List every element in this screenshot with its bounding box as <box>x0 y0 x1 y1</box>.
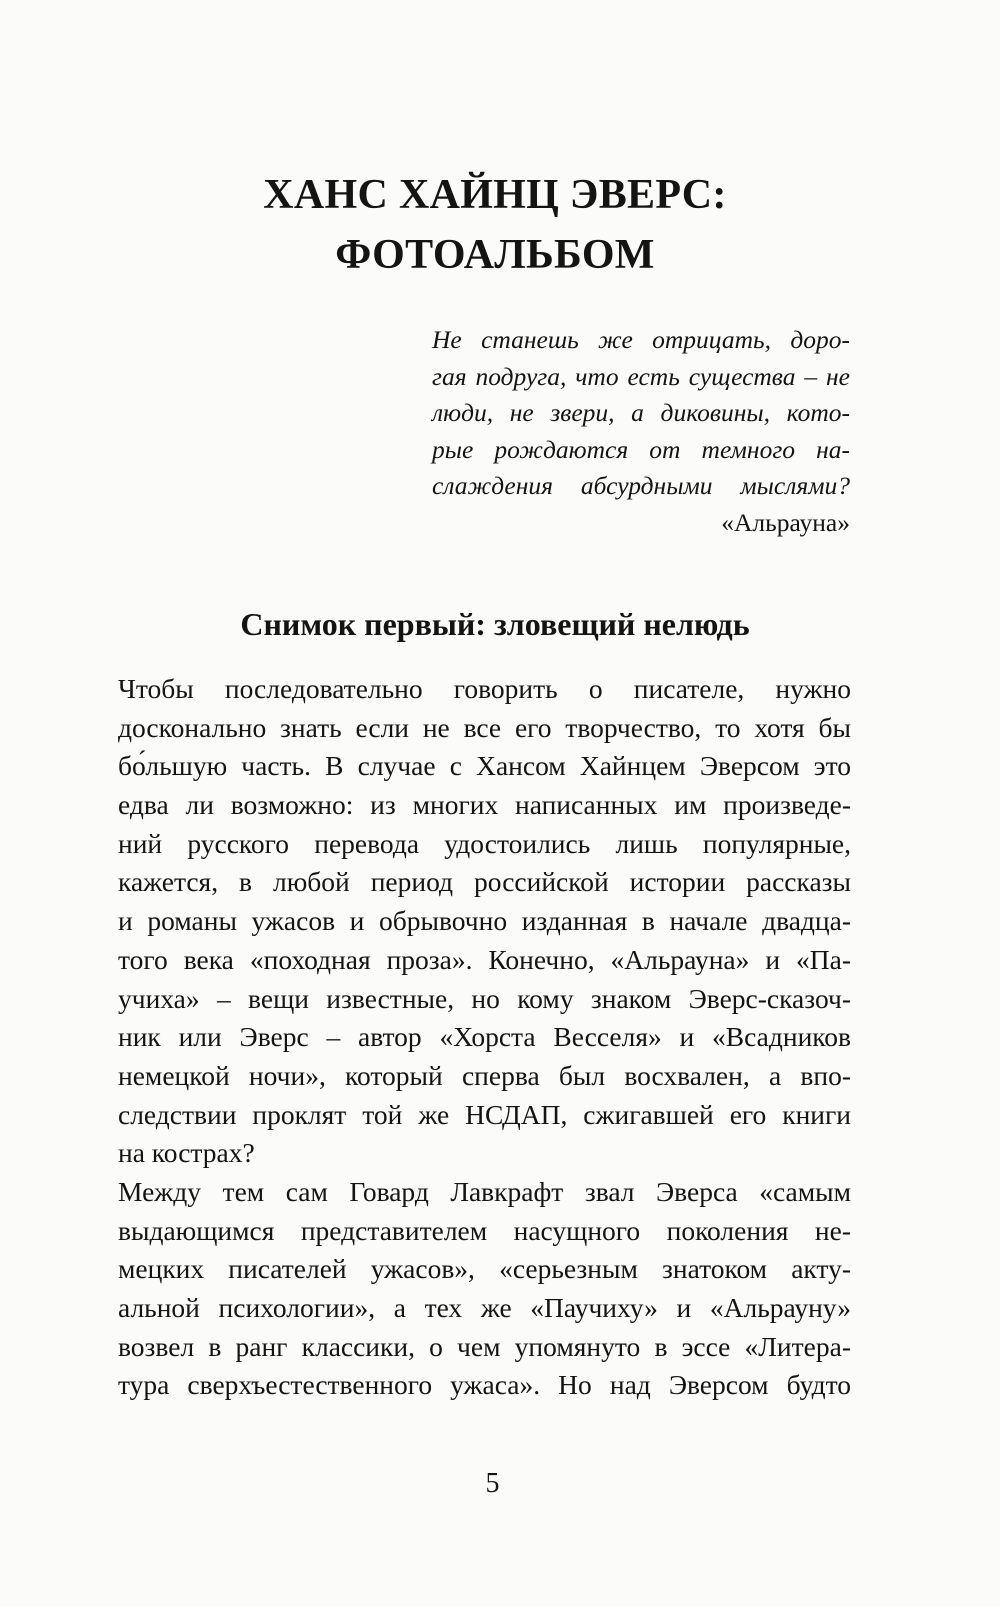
epigraph-line: Не станешь же отрицать, доро- <box>432 325 850 354</box>
epigraph-line: слаждения абсурдными мыслями? <box>432 471 850 500</box>
chapter-title-line: ФОТОАЛЬБОМ <box>335 232 655 278</box>
text-line <box>118 670 851 709</box>
text-line: на кострах? <box>118 1137 255 1169</box>
paragraph <box>118 670 851 1173</box>
section-title: Снимок первый: зловещий нелюдь <box>240 606 750 642</box>
text-line <box>118 1173 851 1212</box>
text-line: мецких писателей ужасов», «серьезным знатоком акту- <box>118 1253 851 1285</box>
text-line: кажется, в любой период российской истории рассказы <box>118 866 851 898</box>
chapter-title-line: ХАНС ХАЙНЦ ЭВЕРС: <box>263 172 727 218</box>
text-line: выдающимся представителем насущного поколения не- <box>118 1214 851 1246</box>
text-line: альной психологии», а тех же «Паучиху» и «Альрауну» <box>118 1292 851 1323</box>
text-line: бо́льшую часть. В случае с Хансом Хайнцем Эверсом это <box>118 750 851 782</box>
epigraph-source: «Альрауна» <box>721 507 850 537</box>
page-number: 5 <box>485 1468 500 1499</box>
epigraph-line: гая подруга, что есть существа – не <box>432 361 850 391</box>
text-line: следствии проклят той же НСДАП, сжигавшей его книги <box>118 1098 851 1130</box>
text-line: едва ли возможно: из многих написанных им произведе- <box>118 789 851 821</box>
text-line: того века «походная проза». Конечно, «Альрауна» и «Па- <box>118 943 851 975</box>
text-line: и романы ужасов и обрывочно изданная в начале двадца- <box>118 905 851 937</box>
text-line-content: Между тем сам Говард Лавкрафт звал Эверса «самым <box>118 1175 851 1207</box>
text-line: ник или Эверс – автор «Хорста Весселя» и «Всадников <box>118 1021 851 1053</box>
text-line: досконально знать если не все его творчество, то хотя бы <box>118 711 851 743</box>
text-line: тура сверхъестественного ужаса». Но над Эверсом будто <box>118 1369 851 1401</box>
text-line: ний русского перевода удостоились лишь популярные, <box>118 827 851 859</box>
epigraph <box>432 322 850 541</box>
epigraph-line: люди, не звери, а диковины, кото- <box>432 398 850 427</box>
epigraph-line: рые рождаются от темного на- <box>432 434 850 464</box>
text-line: возвел в ранг классики, о чем упомянуто в эссе «Литера- <box>118 1330 851 1362</box>
text-line: учиха» – вещи известные, но кому знаком Эверс-сказоч- <box>118 982 851 1014</box>
paragraph <box>118 1173 851 1405</box>
body-text <box>118 670 851 1405</box>
text-line: немецкой ночи», который сперва был восхвален, а впо- <box>118 1059 851 1091</box>
chapter-title <box>120 165 870 285</box>
text-line-content: Чтобы последовательно говорить о писателе, нужно <box>118 673 851 704</box>
